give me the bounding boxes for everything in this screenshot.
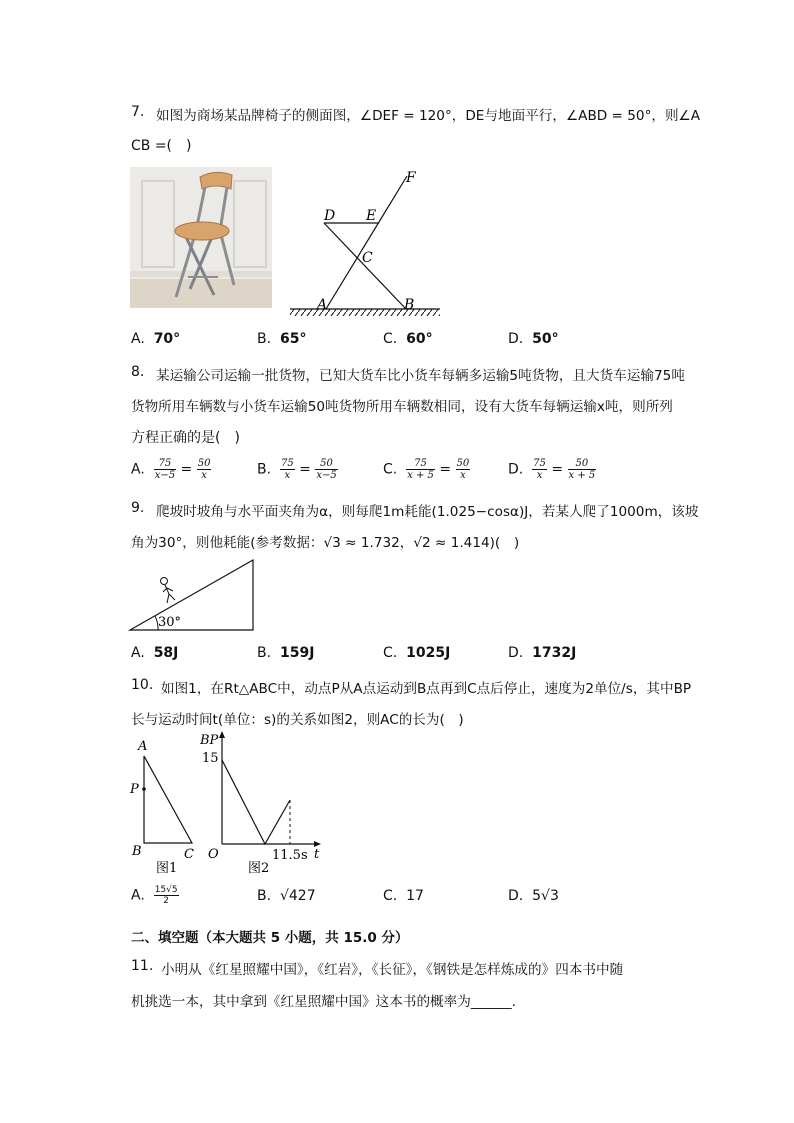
option-value: 1732J (532, 645, 577, 661)
q10-number: 10. (131, 677, 154, 693)
q8-number: 8. (131, 364, 145, 380)
segment-DB (324, 223, 406, 309)
q8-stem-line1: 某运输公司运输一批货物，已知大货车比小货车每辆多运输5吨货物，且大货车运输75吨 (156, 368, 685, 384)
q11-stem-line2: 机挑选一本，其中拿到《红星照耀中国》这本书的概率为______. (131, 994, 516, 1010)
q9-option-d[interactable] (508, 645, 576, 661)
option-value: 50° (532, 331, 559, 347)
label-A: A (317, 297, 328, 313)
y-axis-arrow (219, 731, 225, 738)
option-value: 60° (406, 331, 433, 347)
bp-curve (222, 760, 290, 844)
fraction-right: $\frac{50}{x}$ (197, 458, 211, 481)
q10-option-a[interactable] (131, 885, 179, 906)
fraction-left: $\frac{75}{x-5}$ (154, 458, 176, 481)
q7-stem-line1: 如图为商场某品牌椅子的侧面图，∠DEF = 120°，DE与地面平行，∠ABD = 50°，则∠A (156, 108, 701, 124)
option-key: A. (131, 331, 145, 347)
q10-figure2-graph (200, 728, 330, 876)
point-P (142, 787, 146, 791)
q7-option-a[interactable] (131, 331, 180, 347)
q10-option-b[interactable] (257, 888, 316, 904)
option-key: B. (257, 331, 272, 347)
q11-number: 11. (131, 958, 154, 974)
fraction-right: $\frac{50}{x}$ (456, 458, 470, 481)
option-key: A. (131, 887, 145, 904)
q8-option-c[interactable]: C. $\frac{75}{x + 5}$ = $\frac{50}{x}$ (383, 458, 470, 481)
ground-hatching (290, 309, 440, 316)
option-key: D. (508, 888, 524, 904)
q9-option-b[interactable] (257, 645, 314, 661)
q7-option-c[interactable] (383, 331, 433, 347)
option-value: 1025J (406, 645, 451, 661)
q7-option-b[interactable] (257, 331, 306, 347)
q8-option-b[interactable]: B. $\frac{75}{x}$ = $\frac{50}{x-5}$ (257, 458, 337, 481)
q10-figure1-triangle (126, 734, 202, 876)
label-C: C (362, 250, 373, 266)
option-key: B. (257, 888, 272, 904)
option-key: C. (383, 888, 398, 904)
triangle-ABC (144, 756, 192, 843)
option-key: D. (508, 461, 524, 478)
q7-stem-line2: CB =( ) (131, 138, 192, 154)
q7-geometry-figure (286, 168, 446, 320)
q8-stem-line3: 方程正确的是( ) (131, 430, 240, 446)
climber-icon (161, 578, 176, 604)
label-P: P (130, 782, 139, 797)
q10-stem-line2: 长与运动时间t(单位：s)的关系如图2，则AC的长为( ) (131, 712, 464, 728)
label-F: F (406, 170, 416, 186)
fig2-caption: 图2 (248, 861, 270, 876)
y-axis-label: BP (200, 733, 219, 748)
option-value: 5√3 (532, 888, 559, 904)
q10-stem-line1: 如图1，在Rt△ABC中，动点P从A点运动到B点再到C点后停止，速度为2单位/s，其中BP (161, 681, 692, 697)
option-value: 159J (279, 645, 315, 661)
fraction-right: $\frac{50}{x + 5}$ (568, 458, 596, 481)
fraction-left: $\frac{75}{x + 5}$ (407, 458, 434, 481)
q8-option-a[interactable]: A. $\frac{75}{x-5}$ = $\frac{50}{x}$ (131, 458, 211, 481)
fraction-15root5-over-2: $\frac{15√5}{2}$ (154, 885, 178, 906)
option-key: B. (257, 645, 272, 661)
q11-stem-line1: 小明从《红星照耀中国》，《红岩》，《长征》，《钢铁是怎样炼成的》四本书中随 (161, 962, 624, 978)
label-D: D (324, 208, 336, 224)
option-key: C. (383, 331, 398, 347)
label-C: C (184, 847, 194, 862)
q7-option-d[interactable] (508, 331, 559, 347)
q7-number: 7. (131, 104, 145, 120)
label-B: B (132, 844, 142, 859)
option-key: B. (257, 461, 272, 478)
q9-option-a[interactable] (131, 645, 178, 661)
label-B: B (404, 297, 415, 313)
option-key: A. (131, 645, 145, 661)
option-key: D. (508, 645, 524, 661)
option-value: 58J (153, 645, 179, 661)
q10-option-d[interactable] (508, 888, 559, 904)
q10-option-c[interactable] (383, 888, 424, 904)
x-axis-label: t (314, 847, 320, 862)
origin-label: O (208, 847, 219, 862)
option-key: C. (383, 461, 398, 478)
q8-stem-line2: 货物所用车辆数与小货车运输50吨货物所用车辆数相同，设有大货车每辆运输x吨，则所列 (131, 399, 673, 415)
fraction-left: $\frac{75}{x}$ (280, 458, 294, 481)
q9-stem-line2: 角为30°，则他耗能(参考数据：√3 ≈ 1.732，√2 ≈ 1.414)( ) (131, 535, 520, 551)
option-key: A. (131, 461, 145, 478)
segment-AF (326, 176, 407, 309)
fraction-right: $\frac{50}{x-5}$ (316, 458, 337, 481)
label-E: E (366, 208, 377, 224)
option-value: 17 (406, 888, 424, 904)
q9-option-c[interactable] (383, 645, 450, 661)
option-value: √427 (279, 888, 316, 904)
option-key: D. (508, 331, 524, 347)
label-A: A (138, 739, 148, 754)
option-key: C. (383, 645, 398, 661)
y-tick-15: 15 (202, 751, 219, 766)
option-value: 70° (153, 331, 181, 347)
fig1-caption: 图1 (156, 861, 178, 876)
q9-number: 9. (131, 500, 145, 516)
fraction-left: $\frac{75}{x}$ (533, 458, 546, 481)
q8-option-d[interactable]: D. $\frac{75}{x}$ = $\frac{50}{x + 5}$ (508, 458, 596, 481)
chair-photo (130, 167, 272, 308)
angle-label: 30° (158, 615, 182, 630)
option-value: 65° (279, 331, 307, 347)
q9-stem-line1: 爬坡时坡角与水平面夹角为α，则每爬1m耗能(1.025−cosα)J，若某人爬了1000m，该坡 (156, 504, 699, 520)
q9-slope-figure (128, 556, 258, 634)
slope-triangle (130, 560, 253, 630)
section2-heading: 二、填空题（本大题共 5 小题，共 15.0 分） (131, 930, 409, 946)
x-tick-11.5s: 11.5s (272, 848, 308, 863)
